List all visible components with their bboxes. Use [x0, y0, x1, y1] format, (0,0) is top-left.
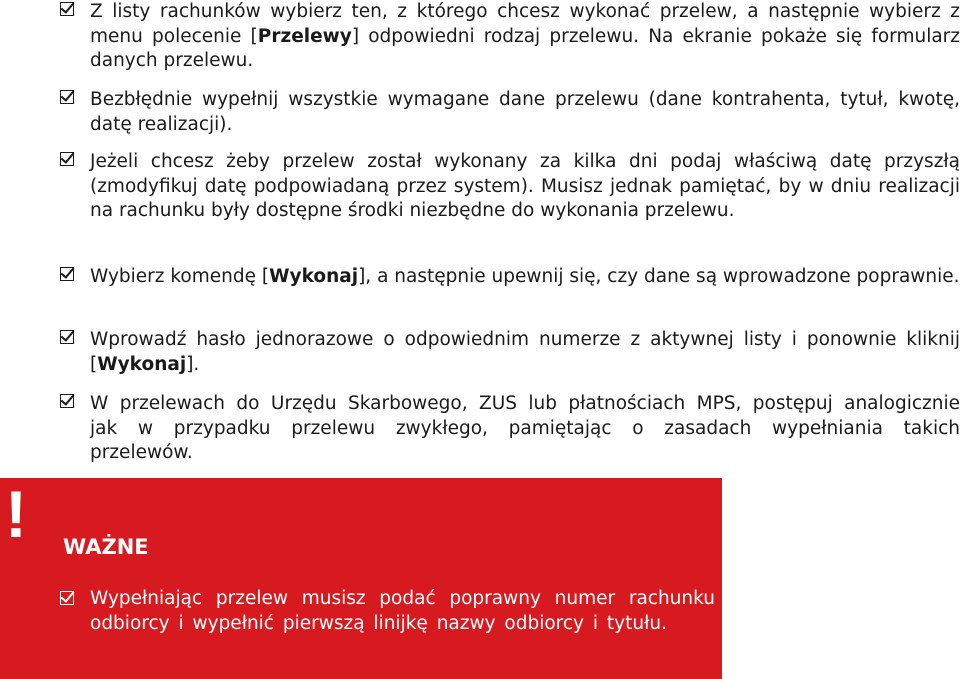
instruction-text: Jeżeli chcesz żeby przelew został wykonany za kilka dni podaj właściwą datę przyszłą (zmodyfikuj datę podpowiadaną przez system). Musisz jednak pamiętać, by w dniu realizacji na rachunku były dostępne środki niezbędne do wykonania przelewu.: [90, 151, 960, 221]
instruction-text: Wybierz komendę [Wykonaj], a następnie upewnij się, czy dane są wprowadzone poprawnie.: [90, 266, 960, 287]
checked-box-icon: [60, 330, 74, 344]
menu-command: Wykonaj: [269, 266, 359, 287]
checked-box-icon: [60, 2, 74, 16]
checked-box-icon: [60, 267, 74, 281]
checked-box-icon: [60, 152, 74, 166]
warning-text: Wypełniając przelew musisz podać poprawny numer rachunku odbiorcy i wypełnić pierwszą linijkę nazwy odbiorcy i tytułu.: [90, 588, 715, 634]
exclamation-icon: !: [5, 477, 27, 551]
checked-box-icon: [60, 90, 74, 104]
instruction-text: Wprowadź hasło jednorazowe o odpowiednim numerze z aktywnej listy i ponownie kliknij [Wykonaj].: [90, 329, 960, 375]
warning-heading: WAŻNE: [63, 535, 149, 559]
instruction-text: Z listy rachunków wybierz ten, z którego chcesz wykonać przelew, a następnie wybierz z menu polecenie [Przelewy] odpowiedni rodzaj przelewu. Na ekranie pokaże się formularz danych przelewu.: [90, 1, 960, 71]
checked-box-icon: [60, 394, 74, 408]
warning-box: [0, 478, 722, 679]
instruction-text: Bezbłędnie wypełnij wszystkie wymagane dane przelewu (dane kontrahenta, tytuł, kwotę, datę realizacji).: [90, 89, 960, 135]
menu-command: Wykonaj: [97, 353, 187, 375]
instruction-text: W przelewach do Urzędu Skarbowego, ZUS lub płatnościach MPS, postępuj analogicznie jak w przypadku przelewu zwykłego, pamiętając o zasadach wypełniania takich przelewów.: [90, 393, 960, 463]
checked-box-icon: [60, 591, 74, 605]
menu-command: Przelewy: [257, 25, 352, 47]
